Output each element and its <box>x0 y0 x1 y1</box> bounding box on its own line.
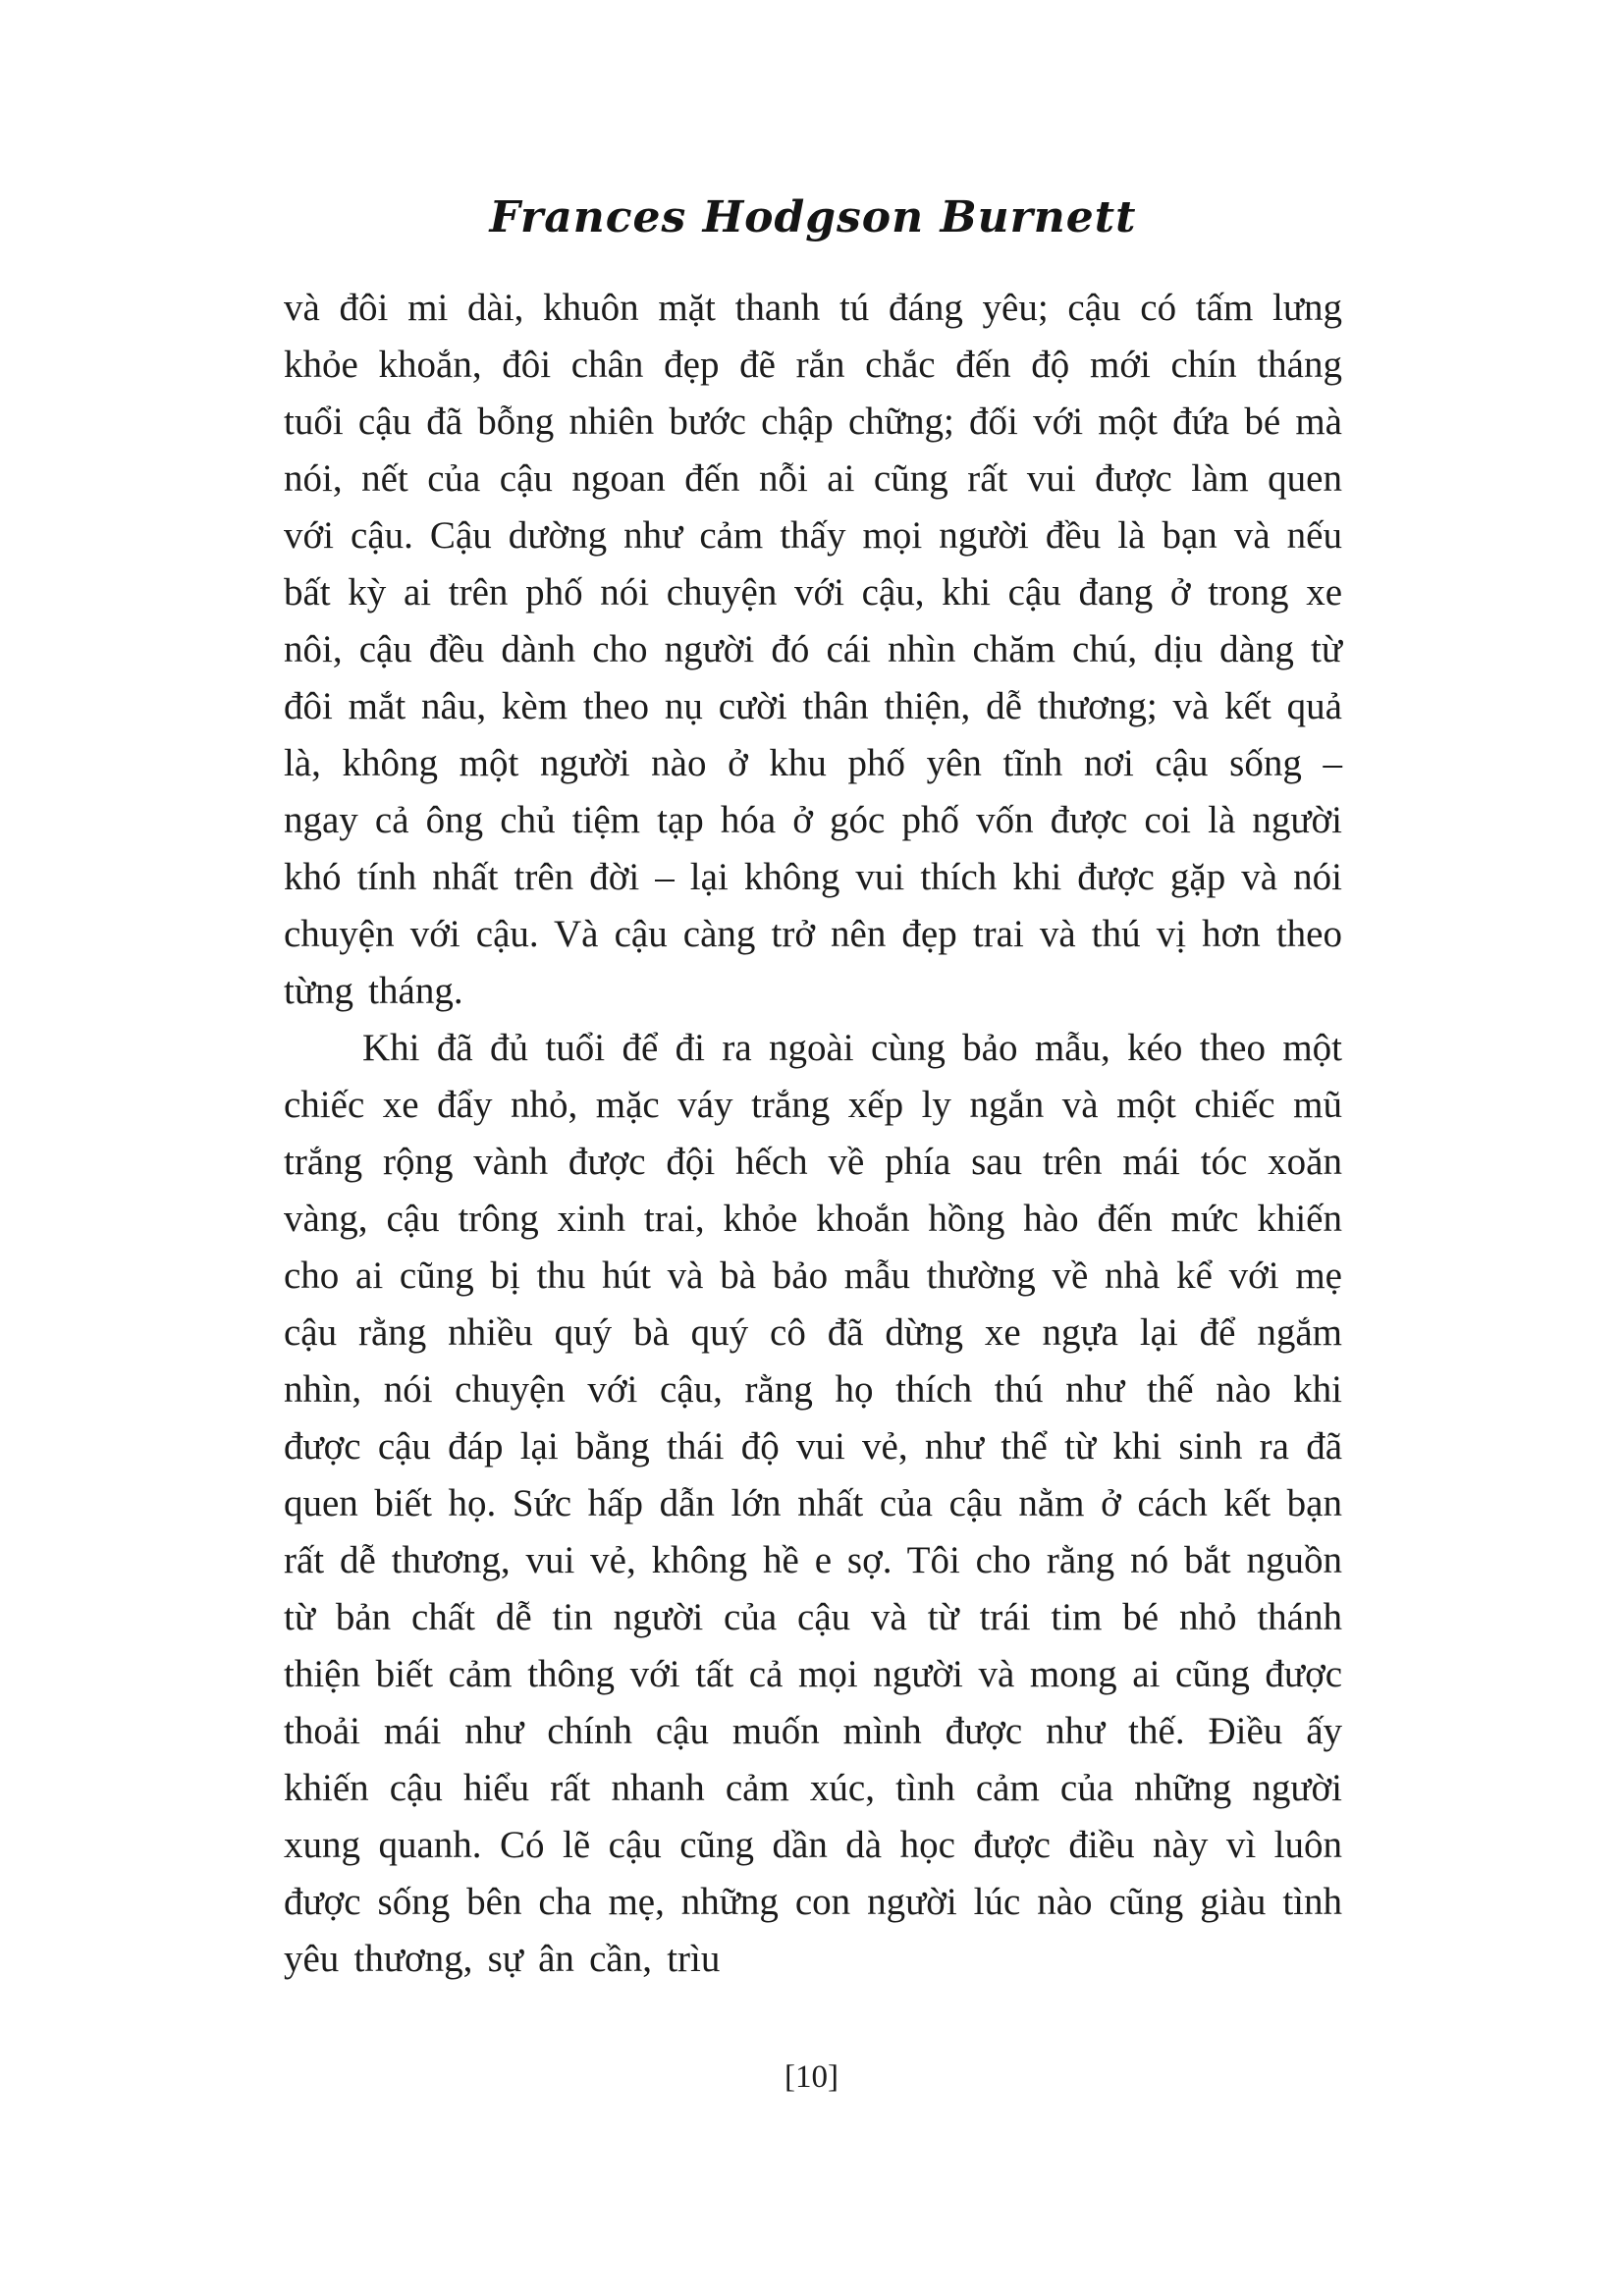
page-number: [10] <box>784 2059 839 2095</box>
running-header-author: Frances Hodgson Burnett <box>489 192 1137 242</box>
body-text <box>284 280 1342 1988</box>
paragraph: Khi đã đủ tuổi để đi ra ngoài cùng bảo mẫu, kéo theo một chiếc xe đẩy nhỏ, mặc váy trắng xếp ly ngắn và một chiếc mũ trắng rộng vành được đội hếch về phía sau trên mái tóc xoăn vàng, cậu trông xinh trai, khỏe khoắn hồng hào đến mức khiến cho ai cũng bị thu hút và bà bảo mẫu thường về nhà kể với mẹ cậu rằng nhiều quý bà quý cô đã dừng xe ngựa lại để ngắm nhìn, nói chuyện với cậu, rằng họ thích thú như thế nào khi được cậu đáp lại bằng thái độ vui vẻ, như thể từ khi sinh ra đã quen biết họ. Sức hấp dẫn lớn nhất của cậu nằm ở cách kết bạn rất dễ thương, vui vẻ, không hề e sợ. Tôi cho rằng nó bắt nguồn từ bản chất dễ tin người của cậu và từ trái tim bé nhỏ thánh thiện biết cảm thông với tất cả mọi người và mong ai cũng được thoải mái như chính cậu muốn mình được như thế. Điều ấy khiến cậu hiểu rất nhanh cảm xúc, tình cảm của những người xung quanh. Có lẽ cậu cũng dần dà học được điều này vì luôn được sống bên cha mẹ, những con người lúc nào cũng giàu tình yêu thương, sự ân cần, trìu <box>284 1027 1342 1980</box>
paragraph-continuation: và đôi mi dài, khuôn mặt thanh tú đáng yêu; cậu có tấm lưng khỏe khoắn, đôi chân đẹp đẽ rắn chắc đến độ mới chín tháng tuổi cậu đã bỗng nhiên bước chập chững; đối với một đứa bé mà nói, nết của cậu ngoan đến nỗi ai cũng rất vui được làm quen với cậu. Cậu dường như cảm thấy mọi người đều là bạn và nếu bất kỳ ai trên phố nói chuyện với cậu, khi cậu đang ở trong xe nôi, cậu đều dành cho người đó cái nhìn chăm chú, dịu dàng từ đôi mắt nâu, kèm theo nụ cười thân thiện, dễ thương; và kết quả là, không một người nào ở khu phố yên tĩnh nơi cậu sống – ngay cả ông chủ tiệm tạp hóa ở góc phố vốn được coi là người khó tính nhất trên đời – lại không vui thích khi được gặp và nói chuyện với cậu. Và cậu càng trở nên đẹp trai và thú vị hơn theo từng tháng. <box>284 287 1342 1012</box>
text-block <box>284 192 1342 1988</box>
